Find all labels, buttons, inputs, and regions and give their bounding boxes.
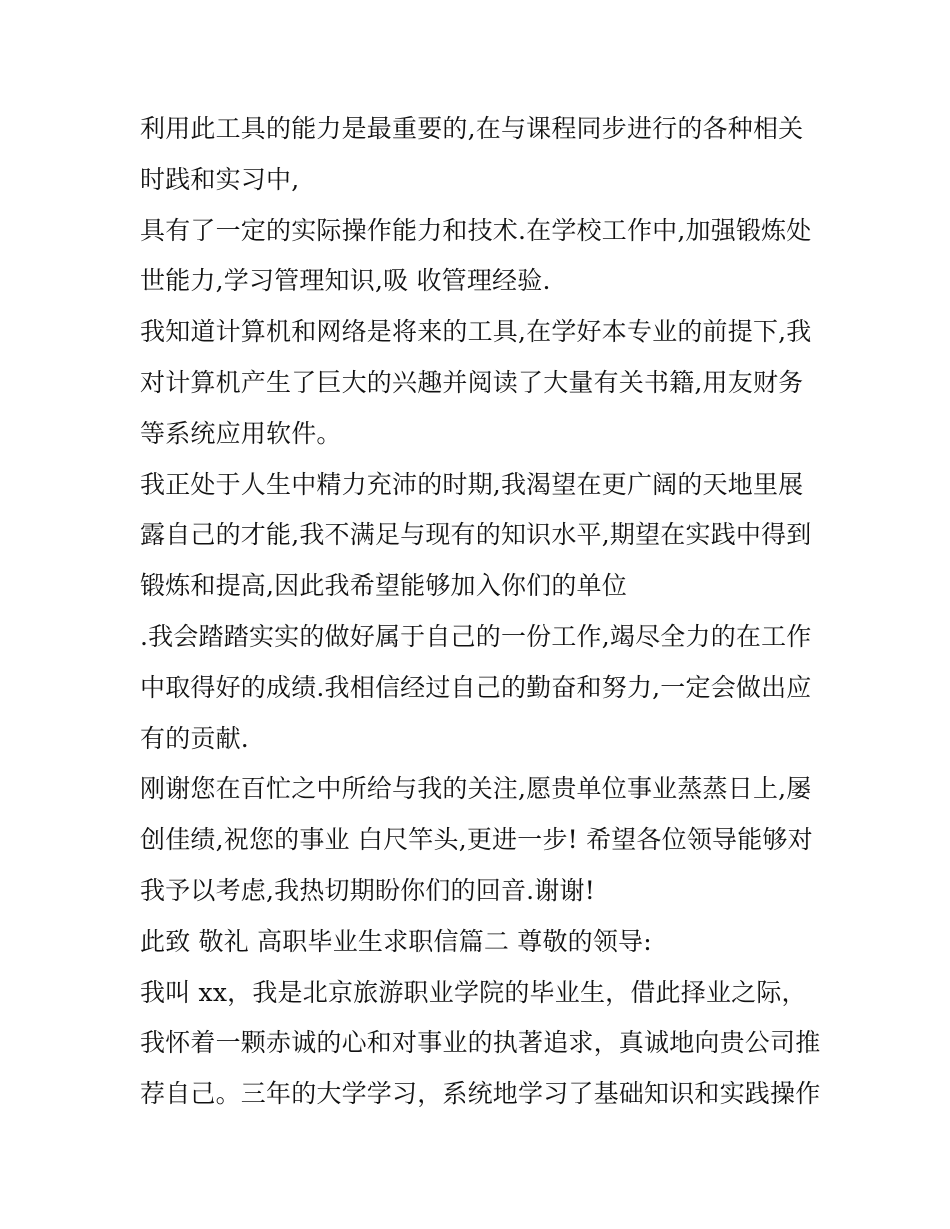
text-line: 中取得好的成绩.我相信经过自己的勤奋和努力,一定会做出应 <box>140 672 812 702</box>
text-line: 创佳绩,祝您的事业 白尺竿头,更进一步! 希望各位领导能够对 <box>140 825 813 855</box>
text-line: 利用此工具的能力是最重要的,在与课程同步进行的各种相关 <box>140 114 804 143</box>
text-line: 时践和实习中, <box>140 164 300 194</box>
text-line: 有的贡献. <box>140 723 249 753</box>
text-line: 刚谢您在百忙之中所给与我的关注,愿贵单位事业蒸蒸日上,屡 <box>140 774 812 804</box>
text-line: 露自己的才能,我不满足与现有的知识水平,期望在实践中得到 <box>140 520 812 550</box>
text-line: 对计算机产生了巨大的兴趣并阅读了大量有关书籍,用友财务 <box>140 367 804 397</box>
text-line: 世能力,学习管理知识,吸 收管理经验. <box>140 266 551 296</box>
text-line: 此致 敬礼 高职毕业生求职信篇二 尊敬的领导: <box>140 926 652 956</box>
text-line: 荐自己。三年的大学学习，系统地学习了基础知识和实践操作 <box>140 1079 821 1109</box>
text-line: 我叫 xx，我是北京旅游职业学院的毕业生，借此择业之际， <box>140 977 807 1007</box>
text-line: 锻炼和提高,因此我希望能够加入你们的单位 <box>140 571 627 601</box>
text-line: 我予以考虑,我热切期盼你们的回音.谢谢! <box>140 875 595 905</box>
text-line: 我正处于人生中精力充沛的时期,我渴望在更广阔的天地里展 <box>140 469 804 499</box>
text-line: .我会踏踏实实的做好属于自己的一份工作,竭尽全力的在工作 <box>140 621 812 651</box>
text-line: 具有了一定的实际操作能力和技术.在学校工作中,加强锻炼处 <box>140 215 812 245</box>
text-line: 我知道计算机和网络是将来的工具,在学好本专业的前提下,我 <box>140 317 812 347</box>
document-body <box>140 104 840 1120</box>
text-line: 我怀着一颗赤诚的心和对事业的执著追求，真诚地向贵公司推 <box>140 1028 821 1058</box>
text-line: 等系统应用软件。 <box>140 418 342 448</box>
